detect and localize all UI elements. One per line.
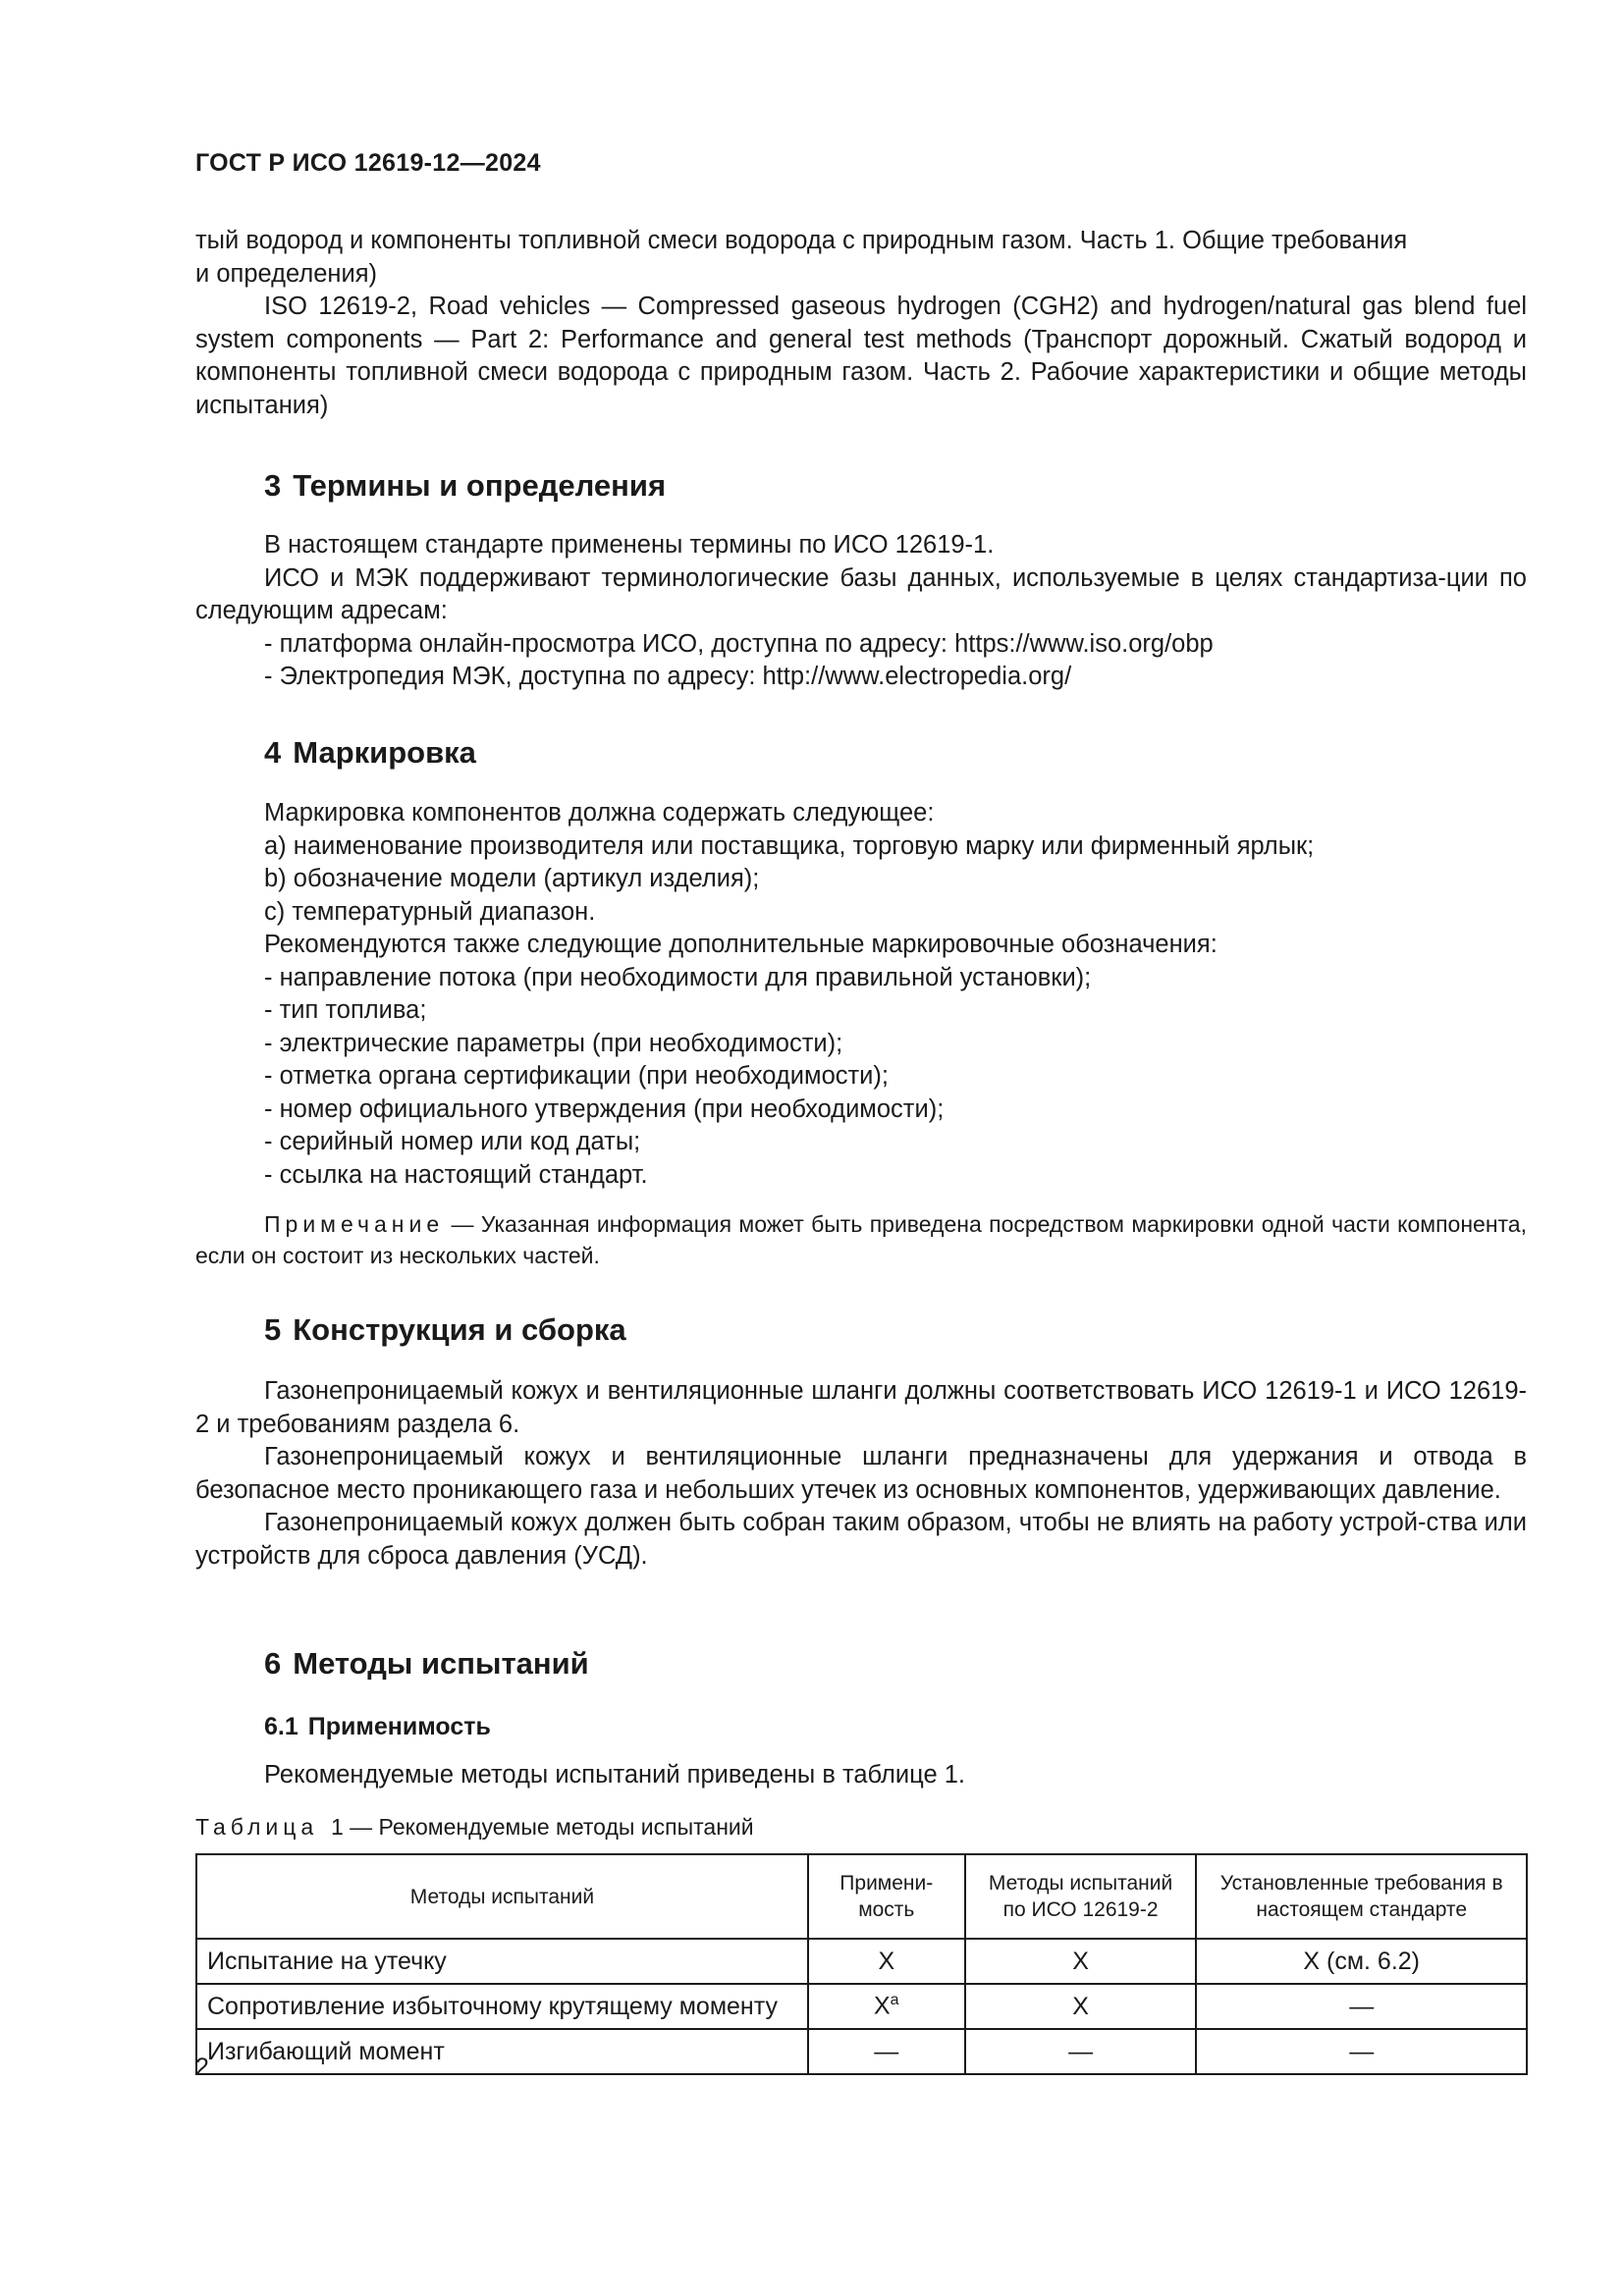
footnote-marker: a — [890, 1992, 899, 2009]
subsection-6-1-number: 6.1 — [264, 1713, 298, 1740]
table-caption-label: Таблица — [195, 1814, 319, 1840]
table-header-row — [196, 1854, 1527, 1939]
section-3-number: 3 — [264, 468, 282, 503]
table-header-cell: Установленные требования в настоящем стандарте — [1196, 1854, 1527, 1939]
s3-paragraph-1: В настоящем стандарте применены термины по ИСО 12619-1. — [264, 531, 995, 559]
s4-extra-item: - направление потока (при необходимости для правильной установки); — [264, 963, 1092, 991]
note-text: — Указанная информация может быть приведена посредством маркировки одной части компонента, если он состоит из нескольких частей. — [195, 1211, 1527, 1268]
table-cell: Изгибающий момент — [196, 2029, 808, 2074]
table-cell: X (см. 6.2) — [1196, 1939, 1527, 1984]
table-cell-value: X — [873, 1992, 891, 2020]
section-3-title: Термины и определения — [293, 468, 667, 503]
table-cell: Испытание на утечку — [196, 1939, 808, 1984]
s4-extra-item: - номер официального утверждения (при необходимости); — [264, 1095, 945, 1123]
s4-extra-item: - электрические параметры (при необходимости); — [264, 1029, 843, 1057]
ref-continuation-line2: и определения) — [195, 259, 378, 288]
section-6-number: 6 — [264, 1646, 282, 1681]
table-header-cell: Методы испытаний — [196, 1854, 808, 1939]
section-4-title: Маркировка — [293, 735, 476, 770]
table-cell: — — [808, 2029, 965, 2074]
table-header-cell: Методы испытаний по ИСО 12619-2 — [965, 1854, 1197, 1939]
section-4-number: 4 — [264, 735, 282, 770]
s3-list-item: - Электропедия МЭК, доступна по адресу: http://www.electropedia.org/ — [264, 663, 1072, 690]
ref-continuation-line1: тый водород и компоненты топливной смеси водорода с природным газом. Часть 1. Общие требования — [195, 227, 1408, 254]
s4-extra-item: - серийный номер или код даты; — [264, 1128, 641, 1155]
s4-list-item: c) температурный диапазон. — [264, 897, 596, 926]
subsection-6-1-heading — [264, 1713, 491, 1741]
section-6-heading — [264, 1646, 589, 1682]
section-5-title: Конструкция и сборка — [293, 1312, 626, 1347]
table-caption-text: 1 — Рекомендуемые методы испытаний — [330, 1814, 754, 1840]
s5-paragraph-3: Газонепроницаемый кожух должен быть собран таким образом, чтобы не влиять на работу устрой-ства или устройств для сброса давления (УСД). — [195, 1509, 1527, 1570]
s3-paragraph-2: ИСО и МЭК поддерживают терминологические базы данных, используемые в целях стандартиза-ции по следующим адресам: — [195, 563, 1527, 624]
table-row — [196, 1984, 1527, 2029]
table-cell: X — [965, 1984, 1197, 2029]
table-header-cell: Примени-мость — [808, 1854, 965, 1939]
table-row — [196, 2029, 1527, 2074]
table-cell: — — [1196, 1984, 1527, 2029]
table-cell-with-footnote — [808, 1984, 965, 2029]
table-cell: — — [1196, 2029, 1527, 2074]
s4-list-item: b) обозначение модели (артикул изделия); — [264, 865, 760, 892]
s3-list-item: - платформа онлайн-просмотра ИСО, доступна по адресу: https://www.iso.org/obp — [264, 629, 1214, 658]
section-5-body — [195, 1375, 1527, 1573]
section-3-body — [195, 529, 1527, 694]
section-4-heading — [264, 735, 476, 771]
section-5-heading — [264, 1312, 626, 1348]
s4-note — [195, 1208, 1527, 1271]
s4-recommendation: Рекомендуются также следующие дополнительные маркировочные обозначения: — [264, 931, 1218, 958]
page-number: 2 — [195, 2054, 209, 2081]
s5-paragraph-1: Газонепроницаемый кожух и вентиляционные шланги должны соответствовать ИСО 12619-1 и ИСО 12619-2 и требованиям раздела 6. — [195, 1377, 1527, 1438]
s4-list-item: a) наименование производителя или поставщика, торговую марку или фирменный ярлык; — [264, 831, 1315, 860]
s6-paragraph-1: Рекомендуемые методы испытаний приведены в таблице 1. — [264, 1761, 965, 1789]
note-label: Примечание — [264, 1211, 445, 1237]
s4-extra-item: - ссылка на настоящий стандарт. — [264, 1160, 648, 1189]
doc-header: ГОСТ Р ИСО 12619-12—2024 — [195, 149, 541, 177]
s4-intro: Маркировка компонентов должна содержать следующее: — [264, 799, 935, 827]
section-3-heading — [264, 468, 666, 504]
table-1 — [195, 1853, 1528, 2075]
ref-iso-12619-2: ISO 12619-2, Road vehicles — Compressed gaseous hydrogen (CGH2) and hydrogen/natural gas blend fuel system components — Part 2: Performance and general test methods (Транспорт дорожный. Сжатый водород и компоненты топливной смеси водорода с природным газом. Часть 2. Рабочие характеристики и общие методы испытания) — [195, 293, 1527, 419]
table-caption — [195, 1814, 754, 1841]
table-cell: — — [965, 2029, 1197, 2074]
section-6-title: Методы испытаний — [293, 1646, 589, 1681]
section-5-number: 5 — [264, 1312, 282, 1347]
table-row — [196, 1939, 1527, 1984]
subsection-6-1-title: Применимость — [307, 1713, 491, 1740]
section-4-body — [195, 797, 1527, 1192]
table-cell: X — [808, 1939, 965, 1984]
s4-extra-item: - отметка органа сертификации (при необходимости); — [264, 1062, 890, 1090]
s4-extra-item: - тип топлива; — [264, 996, 427, 1024]
table-cell: X — [965, 1939, 1197, 1984]
section-6-body — [195, 1759, 1527, 1792]
references-block — [195, 225, 1527, 422]
table-cell: Сопротивление избыточному крутящему моменту — [196, 1984, 808, 2029]
s5-paragraph-2: Газонепроницаемый кожух и вентиляционные шланги предназначены для удержания и отвода в безопасное место проникающего газа и небольших утечек из основных компонентов, удерживающих давление. — [195, 1443, 1527, 1504]
